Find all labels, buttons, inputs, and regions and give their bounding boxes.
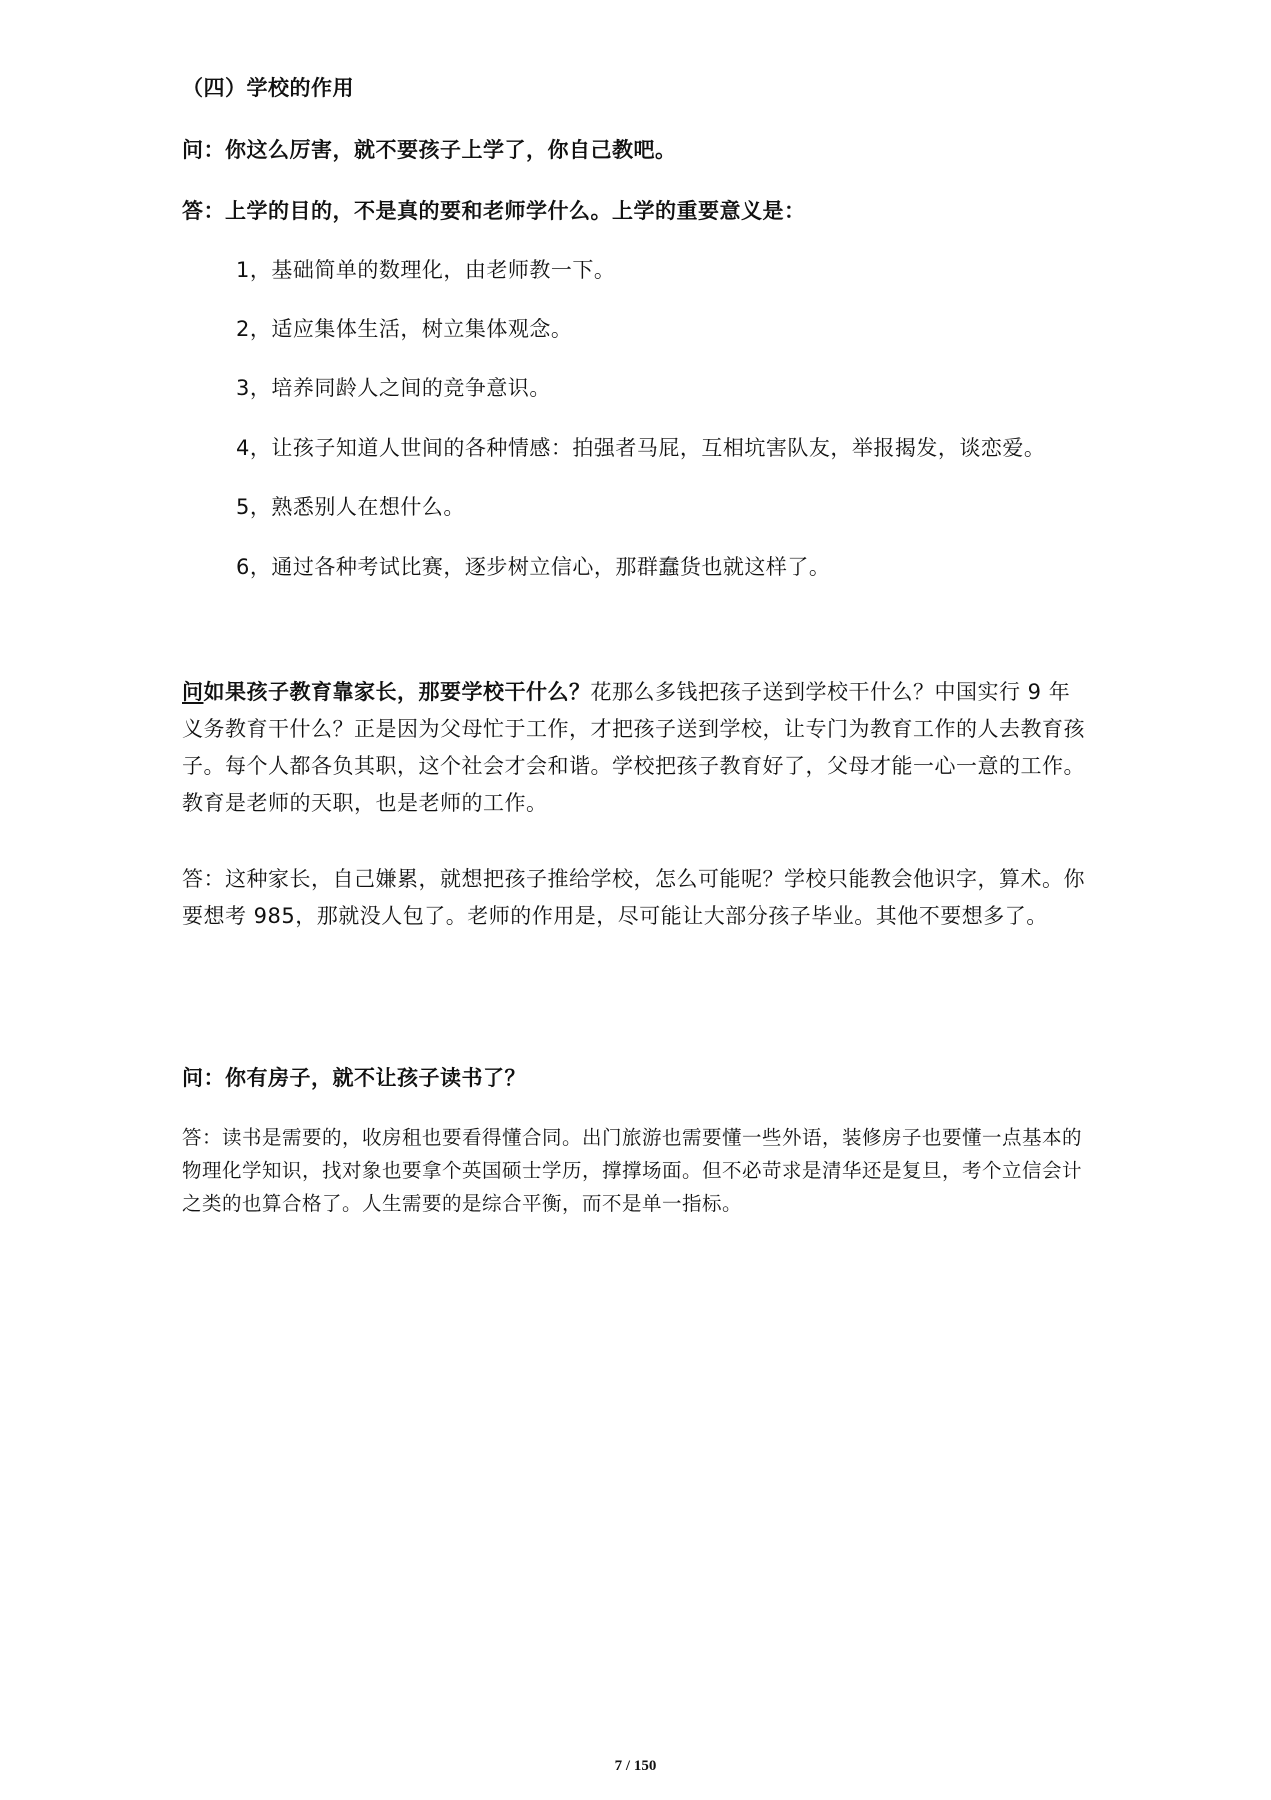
list-item: 1，基础简单的数理化，由老师教一下。 [236,258,616,282]
section-title: （四）学校的作用 [182,76,354,100]
question-2-bold: 如果孩子教育靠家长，那要学校干什么？ [203,680,591,704]
list-item: 2，适应集体生活，树立集体观念。 [236,317,573,341]
question-2-paragraph [182,674,1088,822]
list-item: 3，培养同龄人之间的竞争意识。 [236,376,551,400]
question-2-rest: 花那么多钱把孩子送到学校干什么？中国实行 9 年义务教育干什么？正是因为父母忙于工作，才把孩子送到学校，让专门为教育工作的人去教育孩子。每个人都各负其职，这个社会才会和谐。学校把孩子教育好了，父母才能一心一意的工作。教育是老师的天职，也是老师的工作。 [182,680,1085,815]
page-number: 7 / 150 [614,1758,657,1774]
list-item: 4，让孩子知道人世间的各种情感：拍强者马屁，互相坑害队友，举报揭发，谈恋爱。 [236,436,1046,460]
answer-2-paragraph: 答：这种家长，自己嫌累，就想把孩子推给学校，怎么可能呢？学校只能教会他识字，算术。你要想考 985，那就没人包了。老师的作用是，尽可能让大部分孩子毕业。其他不要想多了。 [182,867,1085,928]
question-1: 问：你这么厉害，就不要孩子上学了，你自己教吧。 [182,138,677,162]
question-3: 问：你有房子，就不让孩子读书了？ [182,1066,526,1090]
question-2-prefix: 问 [182,680,204,704]
list-item: 5，熟悉别人在想什么。 [236,495,465,519]
answer-1-intro: 答：上学的目的，不是真的要和老师学什么。上学的重要意义是： [182,199,806,223]
answer-3-paragraph: 答：读书是需要的，收房租也要看得懂合同。出门旅游也需要懂一些外语，装修房子也要懂一点基本的物理化学知识，找对象也要拿个英国硕士学历，撑撑场面。但不必苛求是清华还是复旦，考个立信会计之类的也算合格了。人生需要的是综合平衡，而不是单一指标。 [182,1126,1083,1215]
list-item: 6，通过各种考试比赛，逐步树立信心，那群蠢货也就这样了。 [236,555,831,579]
